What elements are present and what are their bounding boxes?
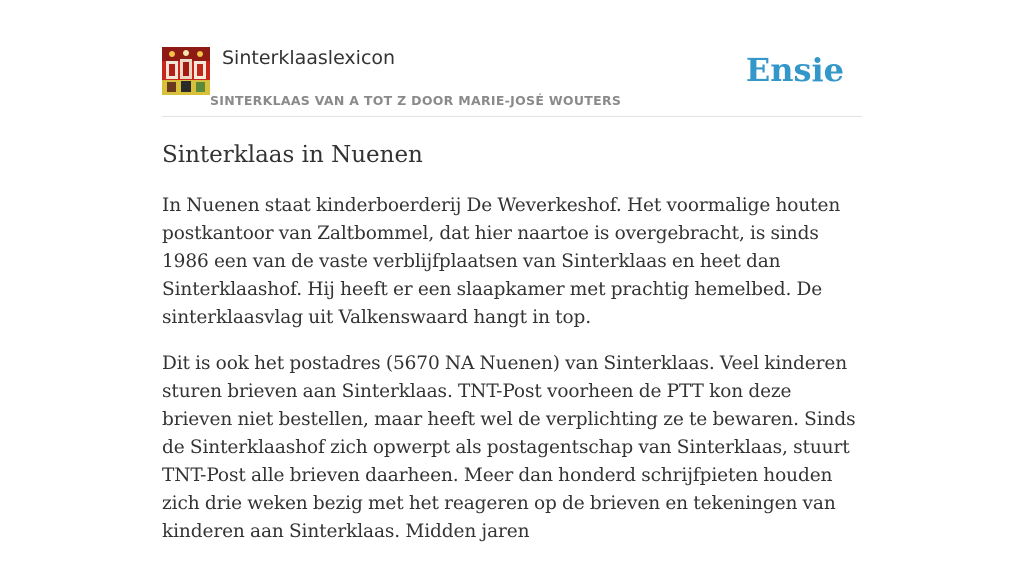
blog-name[interactable]: Sinterklaaslexicon xyxy=(222,47,396,69)
article-paragraph: In Nuenen staat kinderboerderij De Weverkeshof. Het voormalige houten postkantoor van Zaltbommel, dat hier naartoe is overgebracht, is sinds 1986 een van de vaste verblijfplaatsen van Sinterklaas en heet dan Sinterklaashof. Hij heeft er een slaapkamer met prachtig hemelbed. De sinterklaasvlag uit Valkenswaard hangt in top. xyxy=(162,195,841,328)
avatar-collage-icon xyxy=(162,47,210,95)
article-body xyxy=(162,192,866,564)
blog-subtitle: SINTERKLAAS VAN A TOT Z DOOR MARIE-JOSÉ WOUTERS xyxy=(210,93,622,108)
ensie-logo[interactable]: Ensie xyxy=(745,51,844,89)
blog-header xyxy=(162,46,862,117)
article-title: Sinterklaas in Nuenen xyxy=(162,142,423,168)
article-paragraph: Dit is ook het postadres (5670 NA Nuenen) van Sinterklaas. Veel kinderen sturen brieven aan Sinterklaas. TNT-Post voorheen de PTT kon deze brieven niet bestellen, maar heeft wel de verplichting ze te bewaren. Sinds de Sinterklaashof zich opwerpt als postagentschap van Sinterklaas, stuurt TNT-Post alle brieven daarheen. Meer dan honderd schrijfpieten houden zich drie weken bezig met het reageren op de brieven en tekeningen van kinderen aan Sinterklaas. Midden jaren xyxy=(162,353,856,542)
blog-avatar[interactable] xyxy=(162,47,210,95)
